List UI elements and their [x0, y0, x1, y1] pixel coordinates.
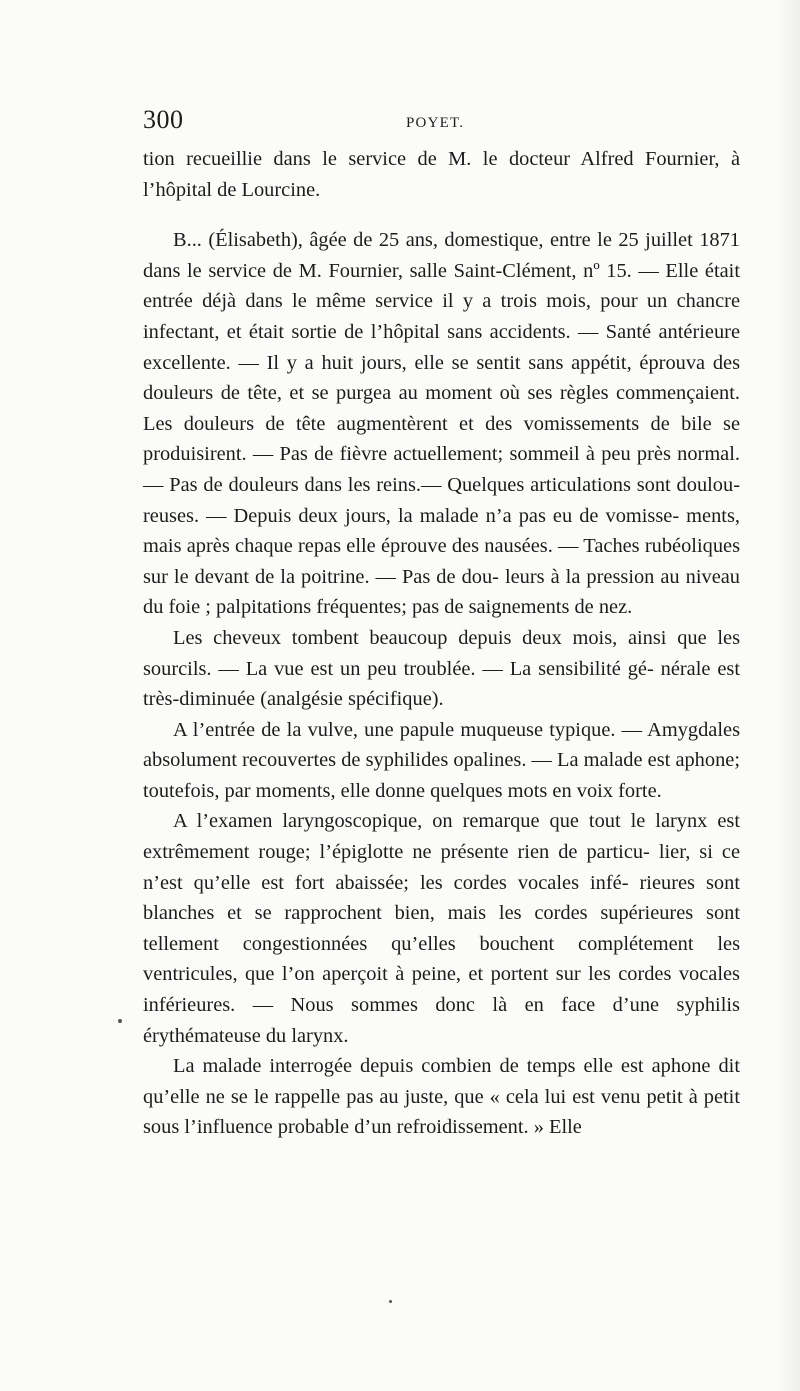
paragraph-case-history: B... (Élisabeth), âgée de 25 ans, domestique, entre le 25 juillet 1871 dans le service de M. Fournier, salle Saint-Clément, nº 15. — Elle était entrée déjà dans le même service il y a trois mois, pour un chancre infectant, et était sortie de l’hôpital sans accidents. — Santé antérieure excellente. — Il y a huit jours, elle se sentit sans appétit, éprouva des douleurs de tête, et se purgea au moment où ses règles commençaient. Les douleurs de tête augmentèrent et des vomissements de bile se produisirent. — Pas de fièvre actuellement; sommeil à peu près normal. — Pas de douleurs dans les reins.— Quelques articulations sont doulou- reuses. — Depuis deux jours, la malade n’a pas eu de vomisse- ments, mais après chaque repas elle éprouve des nausées. — Taches rubéoliques sur le devant de la poitrine. — Pas de dou- leurs à la pression au niveau du foie ; palpitations fréquentes; pas de saignements de nez.: [143, 229, 740, 619]
paragraph-laryngoscopy: A l’examen laryngoscopique, on remarque que tout le larynx est extrêmement rouge; l’épiglotte ne présente rien de particu- lier, si ce n’est qu’elle est fort abaissée; les cordes vocales infé- rieures sont blanches et se rapprochent bien, mais les cordes supérieures sont tellement congestionnées qu’elles bouchent complétement les ventricules, que l’on aperçoit à peine, et portent sur les cordes vocales inférieures. — Nous sommes donc là en face d’une syphilis érythémateuse du larynx.: [143, 810, 740, 1047]
ink-speck: [389, 1300, 392, 1303]
page-number: 300: [143, 105, 184, 134]
paragraph-gap: [143, 205, 740, 225]
page-header: [143, 105, 740, 137]
body-text: [143, 144, 740, 1143]
paragraph-interrogation: La malade interrogée depuis combien de temps elle est aphone dit qu’elle ne se le rappelle pas au juste, que « cela lui est venu petit à petit sous l’influence probable d’un refroidissement. » Elle: [143, 1055, 740, 1139]
paragraph-hair-loss: Les cheveux tombent beaucoup depuis deux mois, ainsi que les sourcils. — La vue est un peu troublée. — La sensibilité gé- nérale est très-diminuée (analgésie spécifique).: [143, 626, 740, 711]
ink-speck: [118, 1019, 122, 1023]
running-head: POYET.: [406, 115, 465, 131]
paragraph-vulva: A l’entrée de la vulve, une papule muqueuse typique. — Amygdales absolument recouvertes de syphilides opalines. — La malade est aphone; toutefois, par moments, elle donne quelques mots en voix forte.: [143, 718, 740, 802]
page-edge-shadow: [778, 0, 800, 1391]
paragraph-continuation: tion recueillie dans le service de M. le docteur Alfred Fournier, à l’hôpital de Lourcine.: [143, 148, 740, 201]
